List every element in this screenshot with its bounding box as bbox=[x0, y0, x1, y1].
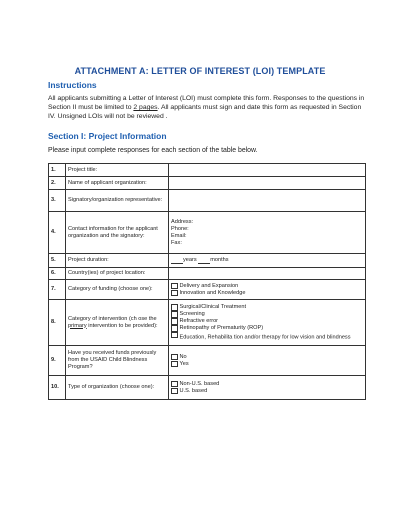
table-row bbox=[49, 346, 366, 376]
row-label: Project title: bbox=[66, 164, 169, 177]
row-label: Project duration: bbox=[66, 254, 169, 268]
option-label: Yes bbox=[179, 360, 189, 367]
intervention-category-options bbox=[169, 300, 366, 346]
row-label: Type of organization (choose one): bbox=[66, 376, 169, 400]
checkbox-icon[interactable] bbox=[171, 361, 178, 368]
option-label: Delivery and Expansion bbox=[179, 282, 239, 289]
project-duration-field[interactable] bbox=[169, 254, 366, 268]
checkbox-icon[interactable] bbox=[171, 318, 178, 325]
checkbox-icon[interactable] bbox=[171, 381, 178, 388]
row-number: 8. bbox=[49, 300, 66, 346]
row-label-part-1: Category of intervention (ch ose the bbox=[68, 315, 157, 322]
pages-limit: 2 pages bbox=[133, 104, 158, 112]
row-number: 3. bbox=[49, 190, 66, 212]
months-blank[interactable] bbox=[198, 258, 210, 264]
organization-name-field[interactable] bbox=[169, 177, 366, 190]
row-number: 10. bbox=[49, 376, 66, 400]
row-number: 1. bbox=[49, 164, 66, 177]
country-field[interactable] bbox=[169, 268, 366, 280]
row-label: Signatory/organization representative: bbox=[66, 190, 169, 212]
option-us-based[interactable] bbox=[171, 388, 363, 395]
address-label: Address: bbox=[171, 218, 194, 225]
option-label: Surgical/Clinical Treatment bbox=[179, 303, 247, 310]
option-label: Non-U.S. based bbox=[179, 380, 220, 387]
table-row bbox=[49, 254, 366, 268]
option-no[interactable] bbox=[171, 354, 363, 361]
row-label-part-2: intervention to be provided): bbox=[86, 322, 158, 329]
instructions-heading: Instructions bbox=[48, 80, 97, 90]
instructions-text-part-2: . All applicants must sign and date this form as requested in Section IV. Unsigned LOIs will not be reviewed . bbox=[48, 104, 362, 121]
row-number: 9. bbox=[49, 346, 66, 376]
row-label: Contact information for the applicant organization and the signatory: bbox=[66, 212, 169, 254]
table-row bbox=[49, 212, 366, 254]
project-info-table bbox=[48, 163, 366, 400]
option-delivery-expansion[interactable] bbox=[171, 283, 363, 290]
checkbox-icon[interactable] bbox=[171, 283, 178, 290]
option-education-rehabilitation[interactable] bbox=[171, 332, 363, 342]
row-label: Have you received funds previously from the USAID Child Blindness Program? bbox=[66, 346, 169, 376]
row-label: Name of applicant organization: bbox=[66, 177, 169, 190]
row-label-primary: primary bbox=[68, 322, 87, 329]
checkbox-icon[interactable] bbox=[171, 325, 178, 332]
option-label: Retinopathy of Prematurity (ROP) bbox=[179, 324, 264, 331]
instructions-text-part-1: All applicants submitting a Letter of Interest (LOI) must complete this form. Responses to the questions in Section II must be limited to bbox=[48, 95, 365, 112]
table-row bbox=[49, 190, 366, 212]
option-label: U.S. based bbox=[179, 387, 208, 394]
checkbox-icon[interactable] bbox=[171, 354, 178, 361]
option-label: Innovation and Knowledge bbox=[179, 289, 246, 296]
row-number: 4. bbox=[49, 212, 66, 254]
checkbox-icon[interactable] bbox=[171, 304, 178, 311]
years-blank[interactable] bbox=[171, 258, 183, 264]
checkbox-icon[interactable] bbox=[171, 332, 178, 339]
option-refractive-error[interactable] bbox=[171, 318, 363, 325]
page-title: ATTACHMENT A: LETTER OF INTEREST (LOI) TEMPLATE bbox=[74, 66, 326, 76]
table-row bbox=[49, 300, 366, 346]
organization-type-options bbox=[169, 376, 366, 400]
years-label: years bbox=[183, 257, 197, 263]
row-label: Country(ies) of project location: bbox=[66, 268, 169, 280]
table-row bbox=[49, 280, 366, 300]
row-number: 2. bbox=[49, 177, 66, 190]
row-label bbox=[66, 300, 169, 346]
phone-label: Phone: bbox=[171, 225, 189, 232]
contact-info-field[interactable] bbox=[169, 212, 366, 254]
checkbox-icon[interactable] bbox=[171, 388, 178, 395]
table-row bbox=[49, 376, 366, 400]
signatory-field[interactable] bbox=[169, 190, 366, 212]
option-screening[interactable] bbox=[171, 311, 363, 318]
instructions-text bbox=[48, 94, 368, 122]
option-innovation-knowledge[interactable] bbox=[171, 290, 363, 297]
table-row bbox=[49, 164, 366, 177]
table-row bbox=[49, 268, 366, 280]
option-label: Refractive error bbox=[179, 317, 219, 324]
section-1-intro: Please input complete responses for each section of the table below. bbox=[48, 147, 258, 154]
section-1-heading: Section I: Project Information bbox=[48, 131, 167, 141]
funding-category-options bbox=[169, 280, 366, 300]
option-rop[interactable] bbox=[171, 325, 363, 332]
option-label: No bbox=[179, 353, 187, 360]
fax-label: Fax: bbox=[171, 239, 182, 246]
months-label: months bbox=[210, 257, 229, 263]
checkbox-icon[interactable] bbox=[171, 290, 178, 297]
row-number: 6. bbox=[49, 268, 66, 280]
option-surgical-clinical[interactable] bbox=[171, 304, 363, 311]
option-non-us-based[interactable] bbox=[171, 381, 363, 388]
table-row bbox=[49, 177, 366, 190]
project-title-field[interactable] bbox=[169, 164, 366, 177]
row-number: 5. bbox=[49, 254, 66, 268]
option-label: Screening bbox=[179, 310, 205, 317]
option-yes[interactable] bbox=[171, 361, 363, 368]
row-number: 7. bbox=[49, 280, 66, 300]
row-label: Category of funding (choose one): bbox=[66, 280, 169, 300]
option-label: Education, Rehabilita tion and/or therapy for low vision and blindness bbox=[179, 334, 351, 341]
checkbox-icon[interactable] bbox=[171, 311, 178, 318]
email-label: Email: bbox=[171, 232, 187, 239]
previous-funds-options bbox=[169, 346, 366, 376]
